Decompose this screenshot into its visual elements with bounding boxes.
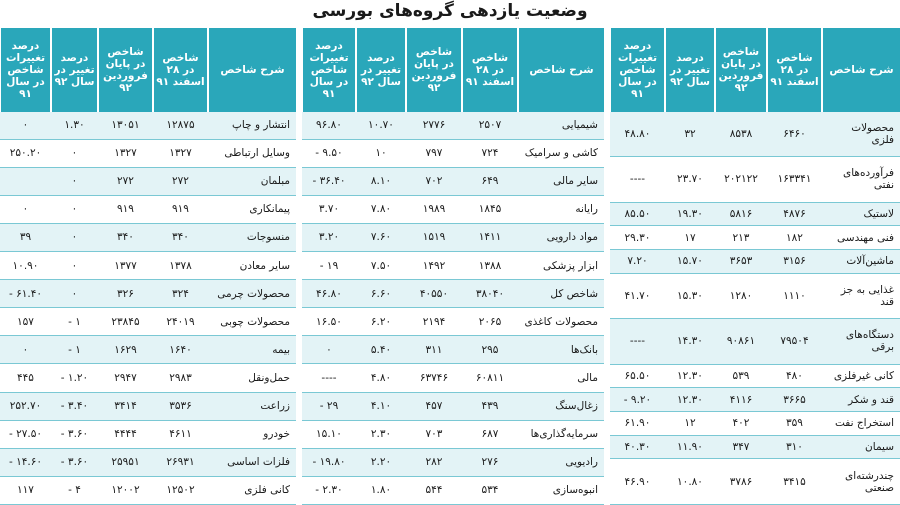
row-index-farvardin: ۷۰۲ (406, 167, 462, 195)
row-desc: زراعت (208, 392, 296, 420)
page-title: وضعیت یازدهی گروه‌های بورسی (312, 1, 588, 21)
row-change-91: ۱۱۷ (0, 476, 51, 504)
row-index-esfand: ۳۱۰ (767, 435, 822, 459)
row-change-92: - ۳.۶۰ (51, 420, 98, 448)
row-index-farvardin: ۳۷۸۶ (715, 459, 767, 505)
table-row (0, 251, 296, 279)
row-desc: شیمیایی (518, 112, 604, 139)
row-index-esfand: ۳۱۵۶ (767, 249, 822, 273)
row-change-92: ۱۵.۷۰ (665, 249, 715, 273)
table-row (0, 420, 296, 448)
row-change-92: - ۱ (51, 336, 98, 364)
row-index-farvardin: ۷۹۷ (406, 139, 462, 167)
row-change-92: ۷.۸۰ (356, 195, 406, 223)
row-desc: سرمایه‌گذاری‌ها (518, 420, 604, 448)
table-row (610, 202, 900, 226)
row-change-91: ---- (302, 364, 356, 392)
row-desc: سایر معادن (208, 251, 296, 279)
row-index-farvardin: ۳۲۶ (98, 280, 153, 308)
table-row (302, 336, 604, 364)
row-change-91: - ۲.۳۰ (302, 476, 356, 504)
header-change-91: درصد تغییرات شاخص در سال ۹۱ (0, 28, 51, 112)
table-row (302, 112, 604, 139)
row-change-92: - ۴ (51, 476, 98, 504)
row-change-92: - ۱.۲۰ (51, 364, 98, 392)
row-change-92: ۱۰.۸۰ (665, 459, 715, 505)
row-change-92: ۰ (51, 195, 98, 223)
row-desc: لاستیک (822, 202, 900, 226)
row-index-esfand: ۲۷۶ (462, 448, 518, 476)
row-change-91: - ۱۴.۶۰ (0, 448, 51, 476)
table-row (0, 112, 296, 139)
row-change-92: ۱۹.۳۰ (665, 202, 715, 226)
table-row (610, 364, 900, 388)
row-change-91: ۳۹ (0, 223, 51, 251)
row-index-farvardin: ۳۶۵۳ (715, 249, 767, 273)
row-change-92: ۲.۳۰ (356, 420, 406, 448)
row-change-91: ۰ (0, 336, 51, 364)
row-desc: کاشی و سرامیک (518, 139, 604, 167)
row-change-91: - ۹.۵۰ (302, 139, 356, 167)
row-change-92: ۰ (51, 223, 98, 251)
row-desc: زغال‌سنگ (518, 392, 604, 420)
table-row (302, 364, 604, 392)
header-desc: شرح شاخص (208, 28, 296, 112)
index-table-right (609, 28, 900, 505)
row-desc: رادیویی (518, 448, 604, 476)
row-index-esfand: ۱۲۸۷۵ (153, 112, 208, 139)
row-index-esfand: ۷۲۴ (462, 139, 518, 167)
row-change-91: ۰ (302, 336, 356, 364)
row-desc: کانی غیرفلزی (822, 364, 900, 388)
row-desc: قند و شکر (822, 388, 900, 412)
row-change-92: ۰ (51, 139, 98, 167)
header-change-92: درصد تغییر در سال ۹۲ (356, 28, 406, 112)
row-desc: کانی فلزی (208, 476, 296, 504)
row-change-92: ۱۱.۹۰ (665, 435, 715, 459)
table-row (0, 448, 296, 476)
row-index-farvardin: ۱۳۰۵۱ (98, 112, 153, 139)
row-index-esfand: ۲۰۶۵ (462, 308, 518, 336)
row-desc: منسوجات (208, 223, 296, 251)
row-change-91: - ۳۶.۴۰ (302, 167, 356, 195)
row-change-92: ۱.۸۰ (356, 476, 406, 504)
row-index-esfand: ۱۴۱۱ (462, 223, 518, 251)
row-desc: محصولات چوبی (208, 308, 296, 336)
header-index-esfand: شاخص در ۲۸ اسفند ۹۱ (153, 28, 208, 112)
row-change-92: ۱۷ (665, 226, 715, 250)
row-desc: فلزات اساسی (208, 448, 296, 476)
row-index-farvardin: ۸۵۳۸ (715, 112, 767, 157)
row-change-92: - ۳.۶۰ (51, 448, 98, 476)
row-index-farvardin: ۱۳۷۷ (98, 251, 153, 279)
row-change-91: - ۹.۲۰ (610, 388, 665, 412)
row-change-91: ۲۵۰.۲۰ (0, 139, 51, 167)
table-row (302, 448, 604, 476)
row-index-farvardin: ۳۴۱۴ (98, 392, 153, 420)
row-change-92: ۵.۴۰ (356, 336, 406, 364)
row-change-92: - ۱ (51, 308, 98, 336)
row-index-farvardin: ۷۰۳ (406, 420, 462, 448)
row-change-92: ۲.۲۰ (356, 448, 406, 476)
table-row (302, 476, 604, 504)
row-change-91: ۴۱.۷۰ (610, 273, 665, 319)
row-change-91 (0, 167, 51, 195)
table-row (610, 412, 900, 436)
row-desc: رایانه (518, 195, 604, 223)
row-index-farvardin: ۹۱۹ (98, 195, 153, 223)
header-change-92: درصد تغییر در سال ۹۲ (665, 28, 715, 112)
row-change-92: ۰ (51, 167, 98, 195)
table-row (302, 223, 604, 251)
row-index-farvardin: ۲۷۷۶ (406, 112, 462, 139)
row-index-farvardin: ۲۷۲ (98, 167, 153, 195)
header-index-esfand: شاخص در ۲۸ اسفند ۹۱ (767, 28, 822, 112)
row-change-92: ۳۲ (665, 112, 715, 157)
row-desc: ابزار پزشکی (518, 251, 604, 279)
row-index-farvardin: ۶۳۷۴۶ (406, 364, 462, 392)
row-index-esfand: ۹۱۹ (153, 195, 208, 223)
header-index-farvardin: شاخص در پایان فروردین ۹۲ (715, 28, 767, 112)
row-index-esfand: ۱۳۲۷ (153, 139, 208, 167)
row-index-esfand: ۳۸۰۴۰ (462, 280, 518, 308)
table-row (610, 226, 900, 250)
row-change-92: ۰ (51, 280, 98, 308)
row-change-91: ۴۴۵ (0, 364, 51, 392)
row-index-farvardin: ۲۸۲ (406, 448, 462, 476)
table-row (0, 223, 296, 251)
table-body (302, 112, 604, 505)
row-change-92: ۶.۶۰ (356, 280, 406, 308)
row-index-esfand: ۴۸۷۶ (767, 202, 822, 226)
table-row (0, 336, 296, 364)
row-index-farvardin: ۱۲۰۰۲ (98, 476, 153, 504)
row-desc: حمل‌ونقل (208, 364, 296, 392)
row-change-91: ۴۶.۹۰ (610, 459, 665, 505)
row-index-farvardin: ۴۵۷ (406, 392, 462, 420)
row-index-esfand: ۶۴۹ (462, 167, 518, 195)
row-index-farvardin: ۲۵۹۵۱ (98, 448, 153, 476)
row-index-esfand: ۲۵۰۷ (462, 112, 518, 139)
row-index-esfand: ۱۳۷۸ (153, 251, 208, 279)
table-row (0, 364, 296, 392)
row-index-esfand: ۴۶۱۱ (153, 420, 208, 448)
row-change-92: - ۳.۴۰ (51, 392, 98, 420)
row-change-91: ۸۵.۵۰ (610, 202, 665, 226)
row-desc: فنی مهندسی (822, 226, 900, 250)
table-row (302, 280, 604, 308)
table-body (610, 112, 900, 505)
table-row (610, 459, 900, 505)
row-change-91: - ۱۹.۸۰ (302, 448, 356, 476)
row-index-esfand: ۳۴۱۵ (767, 459, 822, 505)
table-row (0, 308, 296, 336)
row-change-92: ۸.۱۰ (356, 167, 406, 195)
row-index-esfand: ۱۳۸۸ (462, 251, 518, 279)
row-desc: انبوه‌سازی (518, 476, 604, 504)
row-change-91: ۰ (0, 112, 51, 139)
row-desc: دستگاه‌های برقی (822, 319, 900, 365)
table-row (302, 308, 604, 336)
row-change-92: ۶.۲۰ (356, 308, 406, 336)
row-index-esfand: ۳۲۴ (153, 280, 208, 308)
row-index-esfand: ۴۳۹ (462, 392, 518, 420)
row-index-farvardin: ۵۸۱۶ (715, 202, 767, 226)
row-change-91: ۷.۲۰ (610, 249, 665, 273)
row-index-esfand: ۱۲۵۰۲ (153, 476, 208, 504)
row-index-esfand: ۲۶۹۳۱ (153, 448, 208, 476)
row-change-92: ۲۳.۷۰ (665, 157, 715, 203)
row-change-92: ۱۲.۳۰ (665, 388, 715, 412)
row-change-91: ۴۸.۸۰ (610, 112, 665, 157)
row-change-92: ۴.۱۰ (356, 392, 406, 420)
row-index-esfand: ۲۹۵ (462, 336, 518, 364)
row-index-esfand: ۱۸۲ (767, 226, 822, 250)
row-index-esfand: ۲۴۰۱۹ (153, 308, 208, 336)
row-index-esfand: ۳۵۳۶ (153, 392, 208, 420)
row-index-esfand: ۴۸۰ (767, 364, 822, 388)
table-row (0, 139, 296, 167)
row-index-farvardin: ۱۲۸۰ (715, 273, 767, 319)
row-change-91: ---- (610, 157, 665, 203)
row-index-farvardin: ۱۹۸۹ (406, 195, 462, 223)
row-desc: مبلمان (208, 167, 296, 195)
header-desc: شرح شاخص (822, 28, 900, 112)
table-row (302, 420, 604, 448)
row-desc: خودرو (208, 420, 296, 448)
row-index-farvardin: ۲۰۲۱۲۲ (715, 157, 767, 203)
row-change-91: ۶۱.۹۰ (610, 412, 665, 436)
row-change-91: - ۶۱.۴۰ (0, 280, 51, 308)
row-change-92: ۰ (51, 251, 98, 279)
index-table-left (0, 28, 296, 505)
row-index-esfand: ۵۳۴ (462, 476, 518, 504)
table-row (610, 273, 900, 319)
row-index-farvardin: ۵۴۴ (406, 476, 462, 504)
table-row (302, 195, 604, 223)
row-change-91: ۶۵.۵۰ (610, 364, 665, 388)
row-change-92: ۱۵.۳۰ (665, 273, 715, 319)
row-change-91: ۴۶.۸۰ (302, 280, 356, 308)
row-desc: فرآورده‌های نفتی (822, 157, 900, 203)
row-change-91: ---- (610, 319, 665, 365)
row-index-farvardin: ۳۴۰ (98, 223, 153, 251)
row-desc: ماشین‌آلات (822, 249, 900, 273)
row-index-farvardin: ۱۶۲۹ (98, 336, 153, 364)
table-row (302, 251, 604, 279)
row-change-91: ۱۶.۵۰ (302, 308, 356, 336)
row-desc: پیمانکاری (208, 195, 296, 223)
header-change-91: درصد تغییرات شاخص در سال ۹۱ (302, 28, 356, 112)
row-change-92: ۷.۶۰ (356, 223, 406, 251)
table-row (302, 392, 604, 420)
row-index-farvardin: ۳۴۷ (715, 435, 767, 459)
table-row (0, 476, 296, 504)
row-index-esfand: ۳۵۹ (767, 412, 822, 436)
table-row (302, 139, 604, 167)
row-index-farvardin: ۴۱۱۶ (715, 388, 767, 412)
row-index-esfand: ۶۸۷ (462, 420, 518, 448)
table-row (610, 435, 900, 459)
row-desc: انتشار و چاپ (208, 112, 296, 139)
row-change-91: ۴۰.۳۰ (610, 435, 665, 459)
row-change-91: ۲۵۲.۷۰ (0, 392, 51, 420)
row-change-92: ۱۰.۷۰ (356, 112, 406, 139)
row-index-esfand: ۲۹۸۳ (153, 364, 208, 392)
row-change-91: - ۲۷.۵۰ (0, 420, 51, 448)
row-desc: محصولات چرمی (208, 280, 296, 308)
row-change-91: ۱۵.۱۰ (302, 420, 356, 448)
row-change-92: ۱۲.۳۰ (665, 364, 715, 388)
row-index-farvardin: ۱۳۲۷ (98, 139, 153, 167)
row-index-farvardin: ۵۳۹ (715, 364, 767, 388)
row-change-91: ۲۹.۳۰ (610, 226, 665, 250)
row-index-esfand: ۶۴۶۰ (767, 112, 822, 157)
table-row (610, 388, 900, 412)
table-row (0, 167, 296, 195)
row-index-esfand: ۱۱۱۰ (767, 273, 822, 319)
row-index-esfand: ۱۸۴۵ (462, 195, 518, 223)
row-index-farvardin: ۲۱۹۴ (406, 308, 462, 336)
row-index-esfand: ۶۰۸۱۱ (462, 364, 518, 392)
table-row (302, 167, 604, 195)
row-index-esfand: ۲۷۲ (153, 167, 208, 195)
row-desc: چندرشته‌ای صنعتی (822, 459, 900, 505)
header-change-91: درصد تغییرات شاخص در سال ۹۱ (610, 28, 665, 112)
header-index-farvardin: شاخص در پایان فروردین ۹۲ (406, 28, 462, 112)
row-desc: محصولات کاغذی (518, 308, 604, 336)
header-change-92: درصد تغییر در سال ۹۲ (51, 28, 98, 112)
row-desc: استخراج نفت (822, 412, 900, 436)
row-desc: بانک‌ها (518, 336, 604, 364)
index-table-middle (301, 28, 604, 505)
row-index-farvardin: ۲۳۸۴۵ (98, 308, 153, 336)
row-change-92: ۴.۸۰ (356, 364, 406, 392)
row-change-92: ۱۲ (665, 412, 715, 436)
table-row (610, 157, 900, 203)
row-index-farvardin: ۳۱۱ (406, 336, 462, 364)
header-index-farvardin: شاخص در پایان فروردین ۹۲ (98, 28, 153, 112)
row-index-farvardin: ۴۰۲ (715, 412, 767, 436)
table-body (0, 112, 296, 505)
row-desc: سایر مالی (518, 167, 604, 195)
row-change-92: ۷.۵۰ (356, 251, 406, 279)
row-index-esfand: ۳۴۰ (153, 223, 208, 251)
row-change-91: - ۱۹ (302, 251, 356, 279)
row-change-92: ۱.۳۰ (51, 112, 98, 139)
row-change-91: ۳.۲۰ (302, 223, 356, 251)
table-row (610, 249, 900, 273)
row-index-farvardin: ۱۴۹۲ (406, 251, 462, 279)
header-desc: شرح شاخص (518, 28, 604, 112)
row-change-91: ۰ (0, 195, 51, 223)
row-change-91: ۱۰.۹۰ (0, 251, 51, 279)
row-desc: بیمه (208, 336, 296, 364)
table-row (0, 392, 296, 420)
row-index-farvardin: ۲۹۴۷ (98, 364, 153, 392)
table-row (0, 280, 296, 308)
row-desc: مواد دارویی (518, 223, 604, 251)
table-row (0, 195, 296, 223)
row-index-esfand: ۱۶۳۳۴۱ (767, 157, 822, 203)
table-row (610, 112, 900, 157)
row-index-farvardin: ۴۰۵۵۰ (406, 280, 462, 308)
row-desc: وسایل ارتباطی (208, 139, 296, 167)
row-desc: محصولات فلزی (822, 112, 900, 157)
row-desc: شاخص کل (518, 280, 604, 308)
row-change-92: ۱۰ (356, 139, 406, 167)
row-change-91: ۱۵۷ (0, 308, 51, 336)
row-index-esfand: ۷۹۵۰۴ (767, 319, 822, 365)
header-index-esfand: شاخص در ۲۸ اسفند ۹۱ (462, 28, 518, 112)
row-index-farvardin: ۱۵۱۹ (406, 223, 462, 251)
row-change-91: ۳.۷۰ (302, 195, 356, 223)
row-desc: سیمان (822, 435, 900, 459)
row-index-farvardin: ۲۱۳ (715, 226, 767, 250)
row-index-farvardin: ۹۰۸۶۱ (715, 319, 767, 365)
row-index-esfand: ۱۶۴۰ (153, 336, 208, 364)
row-index-esfand: ۳۶۶۵ (767, 388, 822, 412)
row-index-farvardin: ۴۴۴۴ (98, 420, 153, 448)
row-desc: غذایی به جز قند (822, 273, 900, 319)
row-change-91: ۹۶.۸۰ (302, 112, 356, 139)
row-desc: مالی (518, 364, 604, 392)
row-change-91: - ۲۹ (302, 392, 356, 420)
table-row (610, 319, 900, 365)
row-change-92: ۱۴.۳۰ (665, 319, 715, 365)
